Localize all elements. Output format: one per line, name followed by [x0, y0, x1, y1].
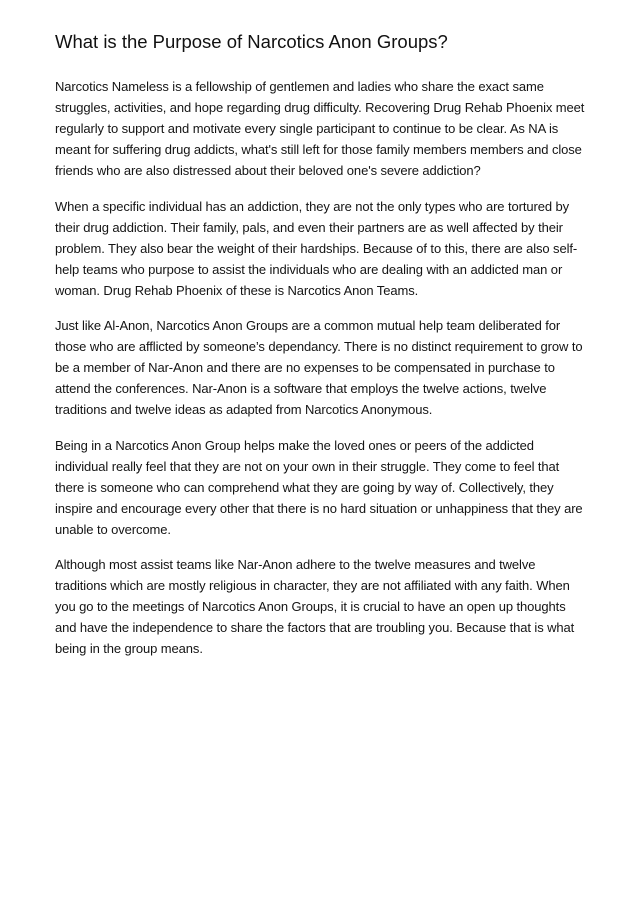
paragraph-3: Just like Al-Anon, Narcotics Anon Groups are a common mutual help team deliberated for those who are afflicted by someone’s dependancy. There is no distinct requirement to grow to be a member of Nar-Anon and there are no expenses to be compensated in purchase to attend the conferences. Nar-Anon is a software that employs the twelve actions, twelve traditions and twelve ideas as adapted from Narcotics Anonymous.	[55, 318, 583, 417]
paragraph-2: When a specific individual has an addiction, they are not the only types who are tortured by their drug addiction. Their family, pals, and even their partners are as well affected by their problem. They also bear the weight of their hardships. Because of to this, there are also self-help teams who purpose to assist the individuals who are dealing with an addicted man or woman. Drug Rehab Phoenix of these is Narcotics Anon Teams.	[55, 198, 578, 298]
paragraph-5: Although most assist teams like Nar-Anon adhere to the twelve measures and twelve traditions which are mostly religious in character, they are not affiliated with any faith. When you go to the meetings of Narcotics Anon Groups, it is crucial to have an open up thoughts and have the independence to share the factors that are troubling you. Because that is what being in the group means.	[55, 557, 575, 656]
document-title: What is the Purpose of Narcotics Anon Groups?	[55, 31, 448, 52]
paragraph-4: Being in a Narcotics Anon Group helps make the loved ones or peers of the addicted individual really feel that they are not on your own in their struggle. They come to feel that there is someone who can comprehend what they are going by way of. Collectively, they inspire and encourage every other that there is no hard situation or unhappiness that they are unable to overcome.	[55, 437, 583, 537]
document-body	[55, 30, 585, 674]
paragraph-1: Narcotics Nameless is a fellowship of gentlemen and ladies who share the exact same struggles, activities, and hope regarding drug difficulty. Recovering Drug Rehab Phoenix meet regularly to support and motivate every single participant to continue to be clear. As NA is meant for suffering drug addicts, what's still left for those family members members and close friends who are also distressed about their beloved one's severe addiction?	[55, 79, 585, 178]
